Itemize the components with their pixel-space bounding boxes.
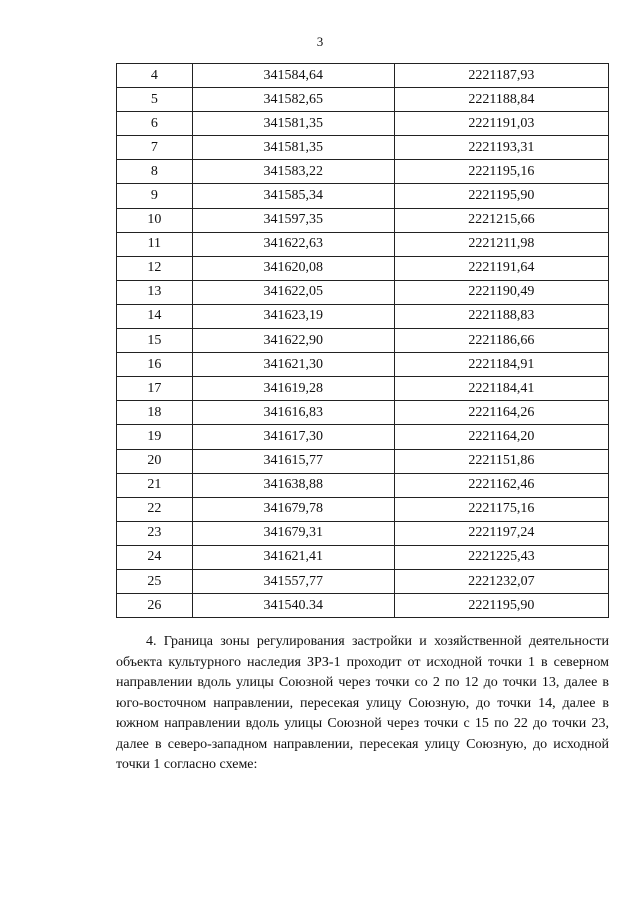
table-row — [117, 184, 609, 208]
y-coordinate-cell: 2221195,90 — [394, 184, 608, 208]
table-row — [117, 160, 609, 184]
x-coordinate-cell: 341581,35 — [192, 112, 394, 136]
point-number-cell: 19 — [117, 425, 193, 449]
coordinates-table-body — [117, 64, 609, 618]
y-coordinate-cell: 2221187,93 — [394, 64, 608, 88]
y-coordinate-cell: 2221191,64 — [394, 256, 608, 280]
page-number: 3 — [316, 34, 324, 49]
point-number-cell: 21 — [117, 473, 193, 497]
point-number-cell: 16 — [117, 353, 193, 377]
table-row — [117, 545, 609, 569]
x-coordinate-cell: 341679,78 — [192, 497, 394, 521]
y-coordinate-cell: 2221164,20 — [394, 425, 608, 449]
y-coordinate-cell: 2221232,07 — [394, 569, 608, 593]
point-number-cell: 17 — [117, 377, 193, 401]
table-row — [117, 521, 609, 545]
x-coordinate-cell: 341617,30 — [192, 425, 394, 449]
point-number-cell: 13 — [117, 280, 193, 304]
point-number-cell: 4 — [117, 64, 193, 88]
boundary-description-paragraph: 4. Граница зоны регулирования застройки и хозяйственной деятельности объекта культурного наследия ЗРЗ-1 проходит от исходной точки 1 в северном направлении вдоль улицы Союзной через точки со 2 по 12 до точки 13, далее в юго-восточном направлении, пересекая улицу Союзную, до точки 14, далее в южном направлении вдоль улицы Союзной через точки с 15 по 22 до точки 23, далее в северо-западном направлении, пересекая улицу Союзную, до исходной точки 1 согласно схеме: — [116, 634, 609, 772]
x-coordinate-cell: 341620,08 — [192, 256, 394, 280]
table-row — [117, 473, 609, 497]
y-coordinate-cell: 2221195,16 — [394, 160, 608, 184]
x-coordinate-cell: 341581,35 — [192, 136, 394, 160]
table-row — [117, 112, 609, 136]
point-number-cell: 26 — [117, 594, 193, 618]
x-coordinate-cell: 341622,63 — [192, 232, 394, 256]
x-coordinate-cell: 341582,65 — [192, 88, 394, 112]
table-row — [117, 401, 609, 425]
x-coordinate-cell: 341597,35 — [192, 208, 394, 232]
x-coordinate-cell: 341584,64 — [192, 64, 394, 88]
point-number-cell: 22 — [117, 497, 193, 521]
y-coordinate-cell: 2221186,66 — [394, 329, 608, 353]
y-coordinate-cell: 2221195,90 — [394, 594, 608, 618]
table-row — [117, 280, 609, 304]
y-coordinate-cell: 2221164,26 — [394, 401, 608, 425]
y-coordinate-cell: 2221215,66 — [394, 208, 608, 232]
table-row — [117, 208, 609, 232]
y-coordinate-cell: 2221184,91 — [394, 353, 608, 377]
x-coordinate-cell: 341623,19 — [192, 304, 394, 328]
table-row — [117, 497, 609, 521]
table-row — [117, 88, 609, 112]
table-row — [117, 232, 609, 256]
x-coordinate-cell: 341583,22 — [192, 160, 394, 184]
table-row — [117, 136, 609, 160]
y-coordinate-cell: 2221193,31 — [394, 136, 608, 160]
x-coordinate-cell: 341622,90 — [192, 329, 394, 353]
table-row — [117, 569, 609, 593]
table-row — [117, 304, 609, 328]
x-coordinate-cell: 341557,77 — [192, 569, 394, 593]
point-number-cell: 25 — [117, 569, 193, 593]
y-coordinate-cell: 2221191,03 — [394, 112, 608, 136]
point-number-cell: 5 — [117, 88, 193, 112]
y-coordinate-cell: 2221190,49 — [394, 280, 608, 304]
point-number-cell: 20 — [117, 449, 193, 473]
y-coordinate-cell: 2221151,86 — [394, 449, 608, 473]
y-coordinate-cell: 2221162,46 — [394, 473, 608, 497]
y-coordinate-cell: 2221211,98 — [394, 232, 608, 256]
point-number-cell: 15 — [117, 329, 193, 353]
y-coordinate-cell: 2221225,43 — [394, 545, 608, 569]
x-coordinate-cell: 341622,05 — [192, 280, 394, 304]
point-number-cell: 9 — [117, 184, 193, 208]
x-coordinate-cell: 341585,34 — [192, 184, 394, 208]
point-number-cell: 24 — [117, 545, 193, 569]
x-coordinate-cell: 341540.34 — [192, 594, 394, 618]
y-coordinate-cell: 2221184,41 — [394, 377, 608, 401]
y-coordinate-cell: 2221175,16 — [394, 497, 608, 521]
x-coordinate-cell: 341621,41 — [192, 545, 394, 569]
point-number-cell: 6 — [117, 112, 193, 136]
x-coordinate-cell: 341615,77 — [192, 449, 394, 473]
x-coordinate-cell: 341638,88 — [192, 473, 394, 497]
point-number-cell: 11 — [117, 232, 193, 256]
table-row — [117, 64, 609, 88]
table-row — [117, 256, 609, 280]
x-coordinate-cell: 341616,83 — [192, 401, 394, 425]
table-row — [117, 377, 609, 401]
coordinates-table — [116, 63, 609, 618]
table-row — [117, 594, 609, 618]
point-number-cell: 7 — [117, 136, 193, 160]
point-number-cell: 18 — [117, 401, 193, 425]
x-coordinate-cell: 341621,30 — [192, 353, 394, 377]
table-row — [117, 449, 609, 473]
point-number-cell: 23 — [117, 521, 193, 545]
x-coordinate-cell: 341619,28 — [192, 377, 394, 401]
point-number-cell: 8 — [117, 160, 193, 184]
point-number-cell: 14 — [117, 304, 193, 328]
point-number-cell: 10 — [117, 208, 193, 232]
y-coordinate-cell: 2221188,83 — [394, 304, 608, 328]
point-number-cell: 12 — [117, 256, 193, 280]
x-coordinate-cell: 341679,31 — [192, 521, 394, 545]
table-row — [117, 425, 609, 449]
table-row — [117, 353, 609, 377]
y-coordinate-cell: 2221188,84 — [394, 88, 608, 112]
y-coordinate-cell: 2221197,24 — [394, 521, 608, 545]
table-row — [117, 329, 609, 353]
